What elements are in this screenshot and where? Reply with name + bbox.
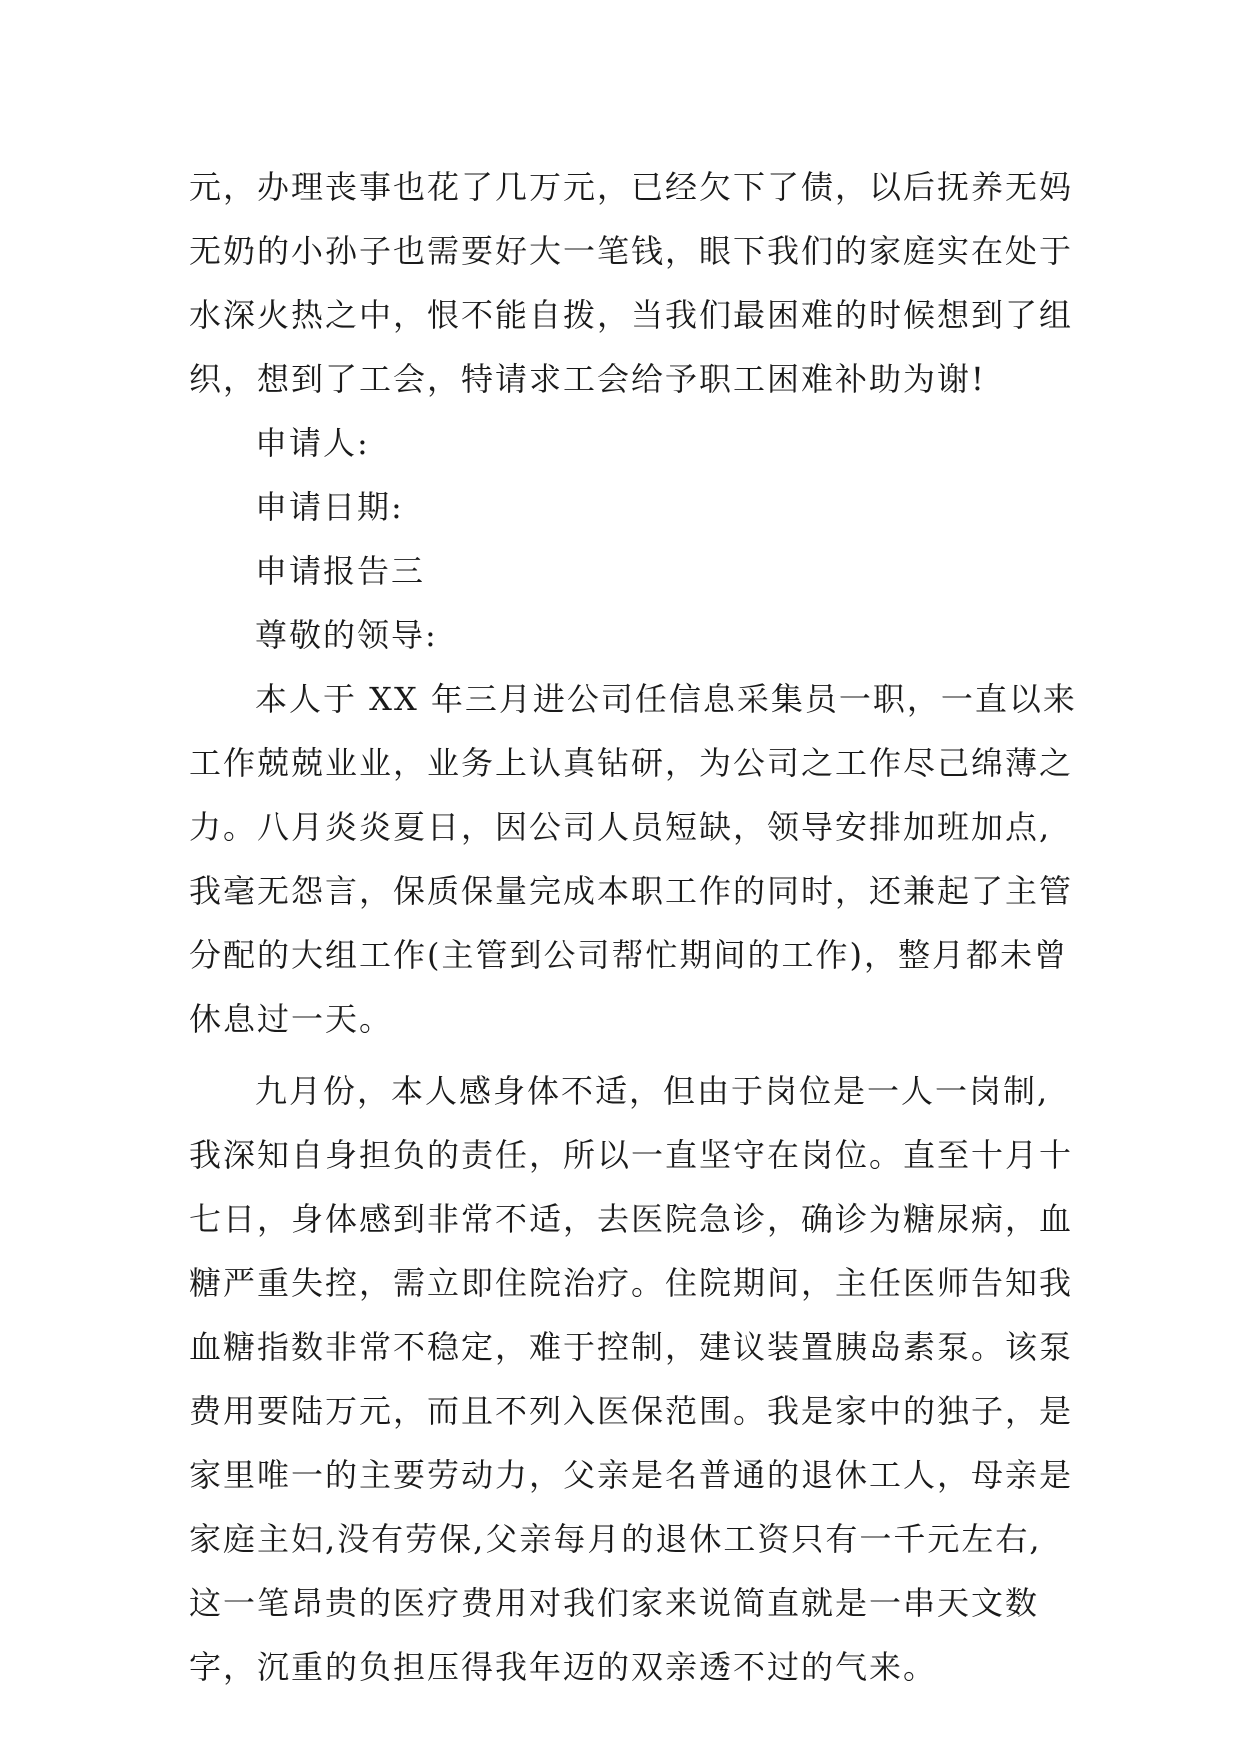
paragraph-line: 糖严重失控，需立即住院治疗。住院期间，主任医师告知我 — [189, 1264, 1074, 1302]
text-line: 元，办理丧事也花了几万元，已经欠下了债，以后抚养无妈 — [189, 168, 1074, 206]
text-line: 水深火热之中，恨不能自拨，当我们最困难的时候想到了组 — [189, 296, 1074, 334]
text-line: 织，想到了工会，特请求工会给予职工困难补助为谢! — [189, 360, 986, 398]
paragraph-line: 休息过一天。 — [189, 1000, 394, 1038]
paragraph-line: 家里唯一的主要劳动力，父亲是名普通的退休工人，母亲是 — [189, 1456, 1074, 1494]
document-body — [189, 155, 1077, 1699]
salutation: 尊敬的领导: — [255, 616, 438, 654]
application-date-label: 申请日期: — [255, 488, 404, 526]
paragraph-line: 我毫无怨言，保质保量完成本职工作的同时，还兼起了主管 — [189, 872, 1074, 910]
applicant-label: 申请人: — [255, 424, 370, 462]
paragraph-line: 我深知自身担负的责任，所以一直坚守在岗位。直至十月十 — [189, 1136, 1074, 1174]
paragraph-line: 血糖指数非常不稳定，难于控制，建议装置胰岛素泵。该泵 — [189, 1328, 1074, 1366]
text-line: 无奶的小孙子也需要好大一笔钱，眼下我们的家庭实在处于 — [189, 232, 1074, 270]
paragraph-line: 字，沉重的负担压得我年迈的双亲透不过的气来。 — [189, 1648, 938, 1686]
paragraph-line: 分配的大组工作(主管到公司帮忙期间的工作)，整月都未曾 — [189, 936, 1068, 974]
paragraph-line: 本人于 XX 年三月进公司任信息采集员一职，一直以来 — [255, 680, 1077, 718]
paragraph-line: 力。八月炎炎夏日，因公司人员短缺，领导安排加班加点, — [189, 808, 1052, 846]
paragraph-line: 家庭主妇,没有劳保,父亲每月的退休工资只有一千元左右, — [189, 1520, 1042, 1558]
paragraph-line: 工作兢兢业业，业务上认真钻研，为公司之工作尽己绵薄之 — [189, 744, 1074, 782]
paragraph-line: 九月份，本人感身体不适，但由于岗位是一人一岗制, — [255, 1072, 1050, 1110]
paragraph-line: 这一笔昂贵的医疗费用对我们家来说简直就是一串天文数 — [189, 1584, 1040, 1622]
section-heading: 申请报告三 — [255, 552, 426, 590]
paragraph-line: 七日，身体感到非常不适，去医院急诊，确诊为糖尿病，血 — [189, 1200, 1074, 1238]
paragraph-line: 费用要陆万元，而且不列入医保范围。我是家中的独子，是 — [189, 1392, 1074, 1430]
